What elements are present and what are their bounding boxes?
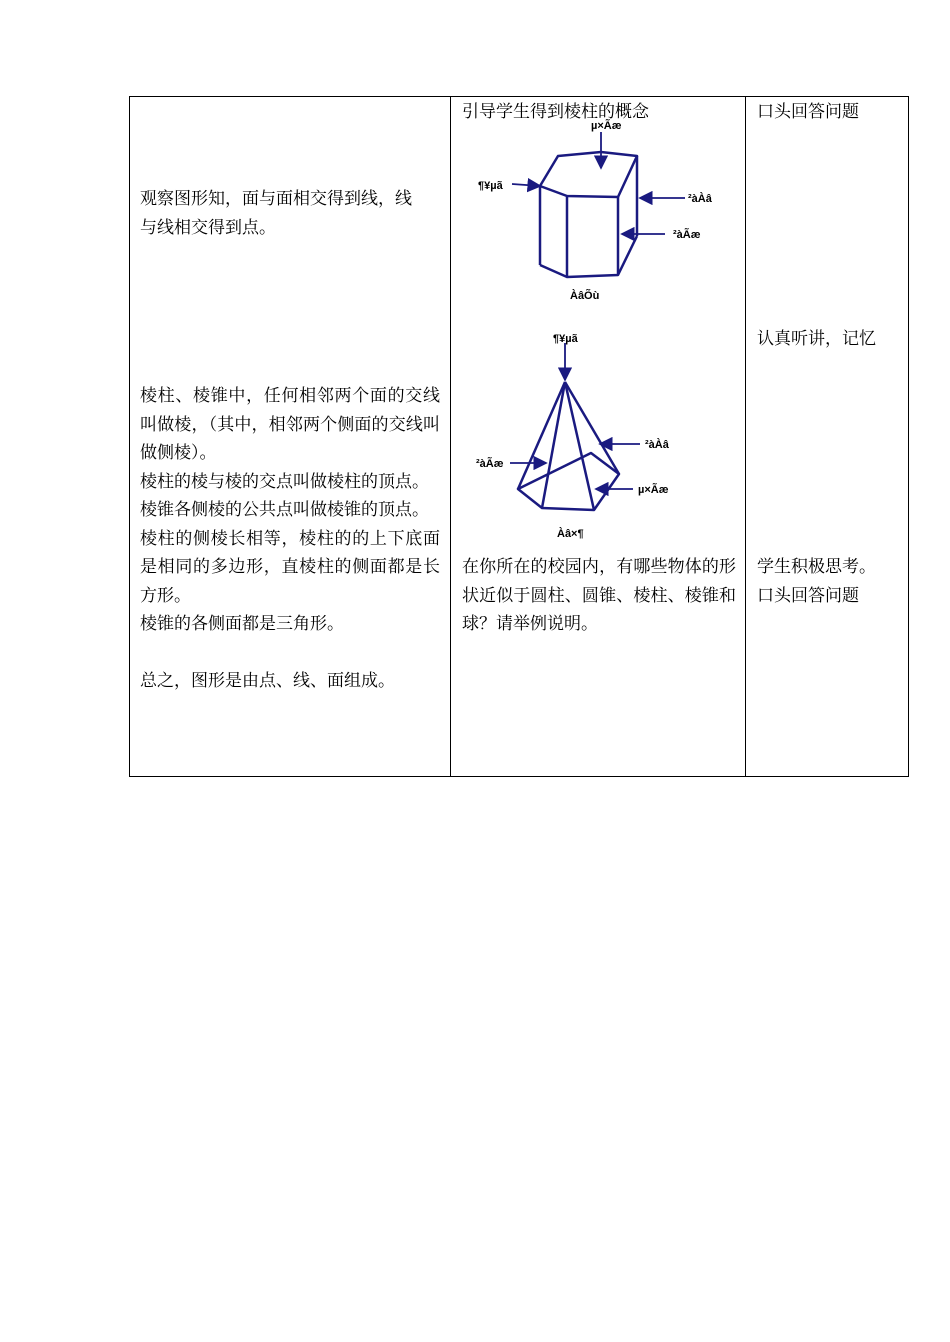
middle-question — [462, 553, 736, 639]
prism-label-top-face: µ×Ãæ — [591, 120, 622, 132]
question-text: 在你所在的校园内，有哪些物体的形状近似于圆柱、圆锥、棱柱、棱锥和球？请举例说明。 — [462, 557, 736, 634]
observation-line-2: 与线相交得到点。 — [140, 217, 276, 238]
left-block-observation — [140, 185, 440, 242]
pyramid-label-vertex: ¶¥µã — [553, 333, 578, 345]
pyramid-edge-1 — [518, 382, 565, 489]
prism-label-vertex: ¶¥µã — [478, 180, 503, 192]
pyramid-diagram — [470, 325, 740, 545]
pyramid-edge-3 — [565, 382, 594, 510]
pyramid-label-base-edge: Àâ×¶ — [557, 528, 584, 540]
summary-text: 总之，图形是由点、线、面组成。 — [140, 671, 395, 691]
pyramid-label-base-face: µ×Ãæ — [638, 484, 669, 496]
left-block-definitions — [140, 382, 440, 696]
pyramid-label-lateral-edge: ²àÀâ — [645, 439, 669, 451]
pyramid-edge-4 — [565, 382, 619, 474]
definition-edge: 棱柱、棱锥中，任何相邻两个面的交线叫做棱，（其中，相邻两个侧面的交线叫做侧棱）。 — [140, 386, 440, 463]
pyramid-base — [518, 453, 619, 510]
observation-line-1: 观察图形知，面与面相交得到线，线 — [140, 189, 412, 209]
think-text: 学生积极思考。 — [757, 557, 876, 577]
prism-label-bottom: ÀâÕù — [570, 290, 600, 302]
prism-top-face — [540, 152, 637, 197]
right-item-2 — [757, 325, 902, 354]
prism-bottom-edges — [540, 236, 637, 277]
pyramid-edge-2 — [542, 382, 565, 508]
listen-text: 认真听讲，记忆 — [757, 329, 876, 349]
right-item-3 — [757, 553, 902, 610]
intro-text: 引导学生得到棱柱的概念 — [462, 102, 649, 122]
definition-pyramid-faces: 棱锥的各侧面都是三角形。 — [140, 614, 344, 634]
definition-prism-properties: 棱柱的侧棱长相等，棱柱的的上下底面是相同的多边形，直棱柱的侧面都是长方形。 — [140, 528, 440, 606]
right-item-1 — [757, 98, 902, 127]
pyramid-label-lateral-face: ²àÃæ — [476, 458, 504, 470]
column-divider-1 — [450, 97, 451, 776]
definition-prism-vertex: 棱柱的棱与棱的交点叫做棱柱的顶点。 — [140, 471, 429, 492]
prism-label-lateral-edge: ²àÀâ — [688, 193, 712, 205]
prism-diagram — [470, 112, 740, 307]
oral-answer-text-2: 口头回答问题 — [757, 585, 859, 606]
prism-label-lateral-face: ²àÃæ — [673, 229, 701, 241]
oral-answer-text: 口头回答问题 — [757, 102, 859, 122]
definition-pyramid-vertex: 棱锥各侧棱的公共点叫做棱锥的顶点。 — [140, 500, 429, 520]
column-divider-2 — [745, 97, 746, 776]
